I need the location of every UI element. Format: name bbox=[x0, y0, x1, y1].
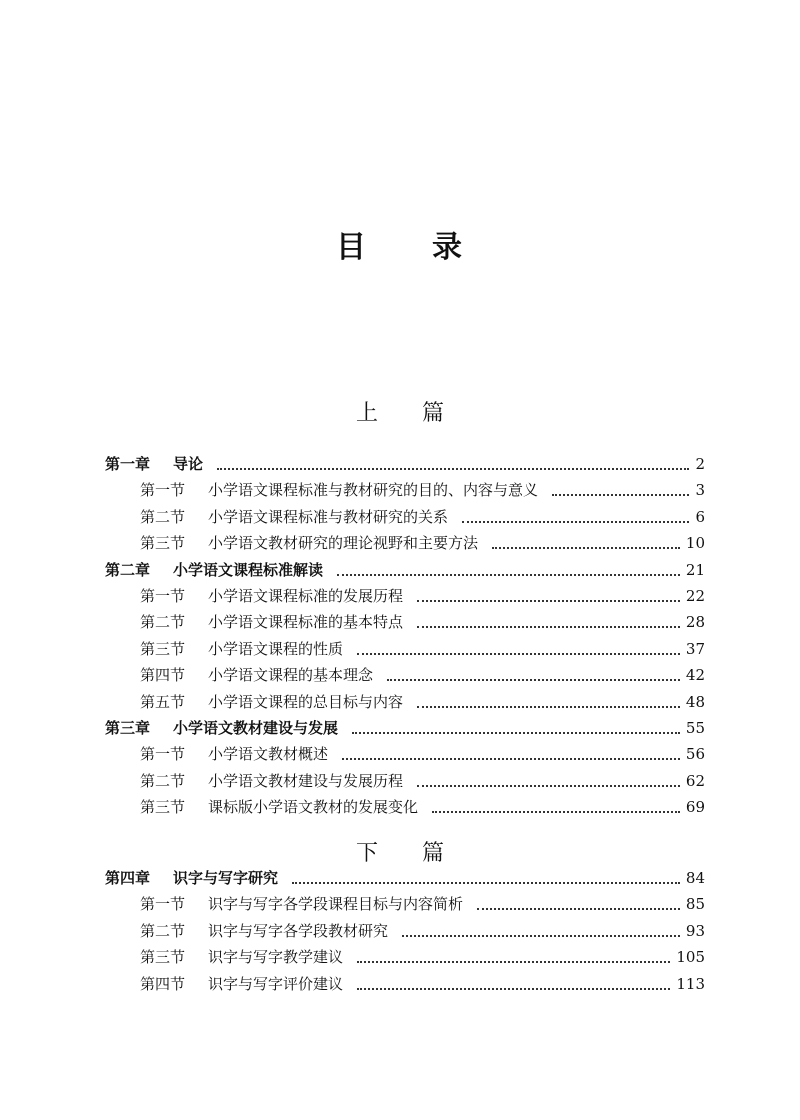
toc-entry-number: 第三节 bbox=[140, 948, 186, 967]
dot-leader bbox=[292, 874, 680, 884]
toc-entry-title: 小学语文课程标准与教材研究的目的、内容与意义 bbox=[208, 481, 539, 500]
dot-leader bbox=[417, 618, 680, 628]
toc-section-row bbox=[140, 500, 705, 526]
toc-entry-number: 第二节 bbox=[140, 613, 186, 632]
toc-section-row bbox=[140, 967, 705, 993]
toc-entry-title: 小学语文课程的性质 bbox=[208, 639, 344, 658]
toc-page-number: 56 bbox=[685, 745, 705, 764]
toc-entry-title: 小学语文教材建设与发展历程 bbox=[208, 771, 404, 790]
dot-leader bbox=[402, 927, 680, 937]
toc-page-number: 6 bbox=[695, 507, 705, 526]
toc-entry-title: 导论 bbox=[173, 455, 204, 473]
toc-entry-title: 小学语文课程标准解读 bbox=[173, 560, 324, 579]
toc-chapter-row bbox=[105, 861, 705, 887]
toc-entry-number: 第二节 bbox=[140, 507, 186, 526]
toc-page-number: 113 bbox=[676, 974, 705, 993]
toc-entry-title: 小学语文课程的基本理念 bbox=[208, 666, 374, 685]
dot-leader bbox=[432, 803, 680, 813]
dot-leader bbox=[357, 980, 670, 990]
toc-entry-title: 小学语文课程标准的发展历程 bbox=[208, 587, 404, 605]
toc-chapter-row bbox=[105, 553, 705, 579]
toc-section-row bbox=[140, 764, 705, 790]
toc-section-row bbox=[140, 790, 705, 816]
toc-entry-title: 小学语文教材建设与发展 bbox=[173, 719, 339, 737]
toc-entry-number: 第四章 bbox=[105, 869, 151, 887]
toc-section-row bbox=[140, 605, 705, 631]
toc-entry-title: 课标版小学语文教材的发展变化 bbox=[208, 798, 419, 817]
toc-section-row bbox=[140, 737, 705, 763]
toc-page-number: 22 bbox=[685, 587, 705, 605]
toc-section-row bbox=[140, 887, 705, 913]
toc-entry-title: 小学语文课程标准与教材研究的关系 bbox=[208, 507, 449, 526]
toc-entry-number: 第三节 bbox=[140, 534, 186, 553]
toc-page-number: 85 bbox=[685, 895, 705, 914]
toc-page-number: 93 bbox=[685, 921, 705, 940]
toc-page-number: 42 bbox=[685, 666, 705, 685]
toc-page-number: 69 bbox=[685, 798, 705, 817]
toc-entry-number: 第一节 bbox=[140, 481, 186, 500]
toc-entry-number: 第三节 bbox=[140, 798, 186, 817]
toc-page-number: 28 bbox=[685, 613, 705, 632]
toc-entry-number: 第二节 bbox=[140, 921, 186, 940]
dot-leader bbox=[357, 645, 680, 655]
dot-leader bbox=[417, 592, 680, 602]
dot-leader bbox=[217, 460, 689, 470]
toc-section-row bbox=[140, 632, 705, 658]
dot-leader bbox=[357, 953, 670, 963]
page-title: 目 录 bbox=[336, 230, 464, 265]
dot-leader bbox=[417, 777, 680, 787]
toc-entry-title: 识字与写字研究 bbox=[173, 869, 279, 887]
dot-leader bbox=[477, 900, 680, 910]
toc-page-number: 55 bbox=[685, 719, 705, 737]
toc-page-number: 21 bbox=[685, 560, 705, 579]
toc-entry-number: 第五节 bbox=[140, 692, 186, 711]
toc-entry-number: 第二章 bbox=[105, 560, 151, 579]
dot-leader bbox=[352, 724, 680, 734]
toc-entry-number: 第四节 bbox=[140, 974, 186, 993]
toc-entry-title: 识字与写字各学段教材研究 bbox=[208, 921, 389, 940]
toc-entry-number: 第三节 bbox=[140, 639, 186, 658]
toc-entry-number: 第一节 bbox=[140, 587, 186, 605]
toc-page-number: 37 bbox=[685, 639, 705, 658]
toc-page-number: 10 bbox=[685, 534, 705, 553]
toc-section-row bbox=[140, 526, 705, 552]
toc-chapter-row bbox=[105, 447, 705, 473]
toc-entry-title: 识字与写字评价建议 bbox=[208, 974, 344, 993]
dot-leader bbox=[337, 566, 680, 576]
dot-leader bbox=[417, 698, 680, 708]
dot-leader bbox=[387, 671, 680, 681]
toc-entry-number: 第一节 bbox=[140, 745, 186, 764]
dot-leader bbox=[492, 539, 680, 549]
part-title-upper: 上 篇 bbox=[355, 401, 444, 426]
toc-entry-title: 识字与写字教学建议 bbox=[208, 948, 344, 967]
toc-section-row bbox=[140, 473, 705, 499]
toc-section-row bbox=[140, 940, 705, 966]
toc-page-number: 2 bbox=[695, 455, 705, 473]
toc-section-row bbox=[140, 579, 705, 605]
toc-page-number: 84 bbox=[685, 869, 705, 887]
toc-section-row bbox=[140, 658, 705, 684]
part-title-lower: 下 篇 bbox=[355, 841, 444, 866]
toc-chapter-row bbox=[105, 711, 705, 737]
toc-page-number: 105 bbox=[676, 948, 705, 967]
toc-entry-number: 第一节 bbox=[140, 895, 186, 914]
dot-leader bbox=[552, 486, 689, 496]
dot-leader bbox=[462, 513, 689, 523]
toc-entry-number: 第一章 bbox=[105, 455, 151, 473]
toc-entry-number: 第四节 bbox=[140, 666, 186, 685]
toc-entry-title: 小学语文教材研究的理论视野和主要方法 bbox=[208, 534, 479, 553]
toc-page-number: 62 bbox=[685, 771, 705, 790]
dot-leader bbox=[342, 750, 680, 760]
toc-section-row bbox=[140, 914, 705, 940]
toc-entry-number: 第二节 bbox=[140, 771, 186, 790]
toc-section-row bbox=[140, 685, 705, 711]
toc-entry-title: 识字与写字各学段课程目标与内容简析 bbox=[208, 895, 464, 914]
toc-entry-title: 小学语文课程的总目标与内容 bbox=[208, 692, 404, 711]
toc-page-number: 3 bbox=[695, 481, 705, 500]
toc-page-number: 48 bbox=[685, 692, 705, 711]
toc-entry-number: 第三章 bbox=[105, 719, 151, 737]
toc-entry-title: 小学语文课程标准的基本特点 bbox=[208, 613, 404, 632]
toc-entry-title: 小学语文教材概述 bbox=[208, 745, 329, 764]
